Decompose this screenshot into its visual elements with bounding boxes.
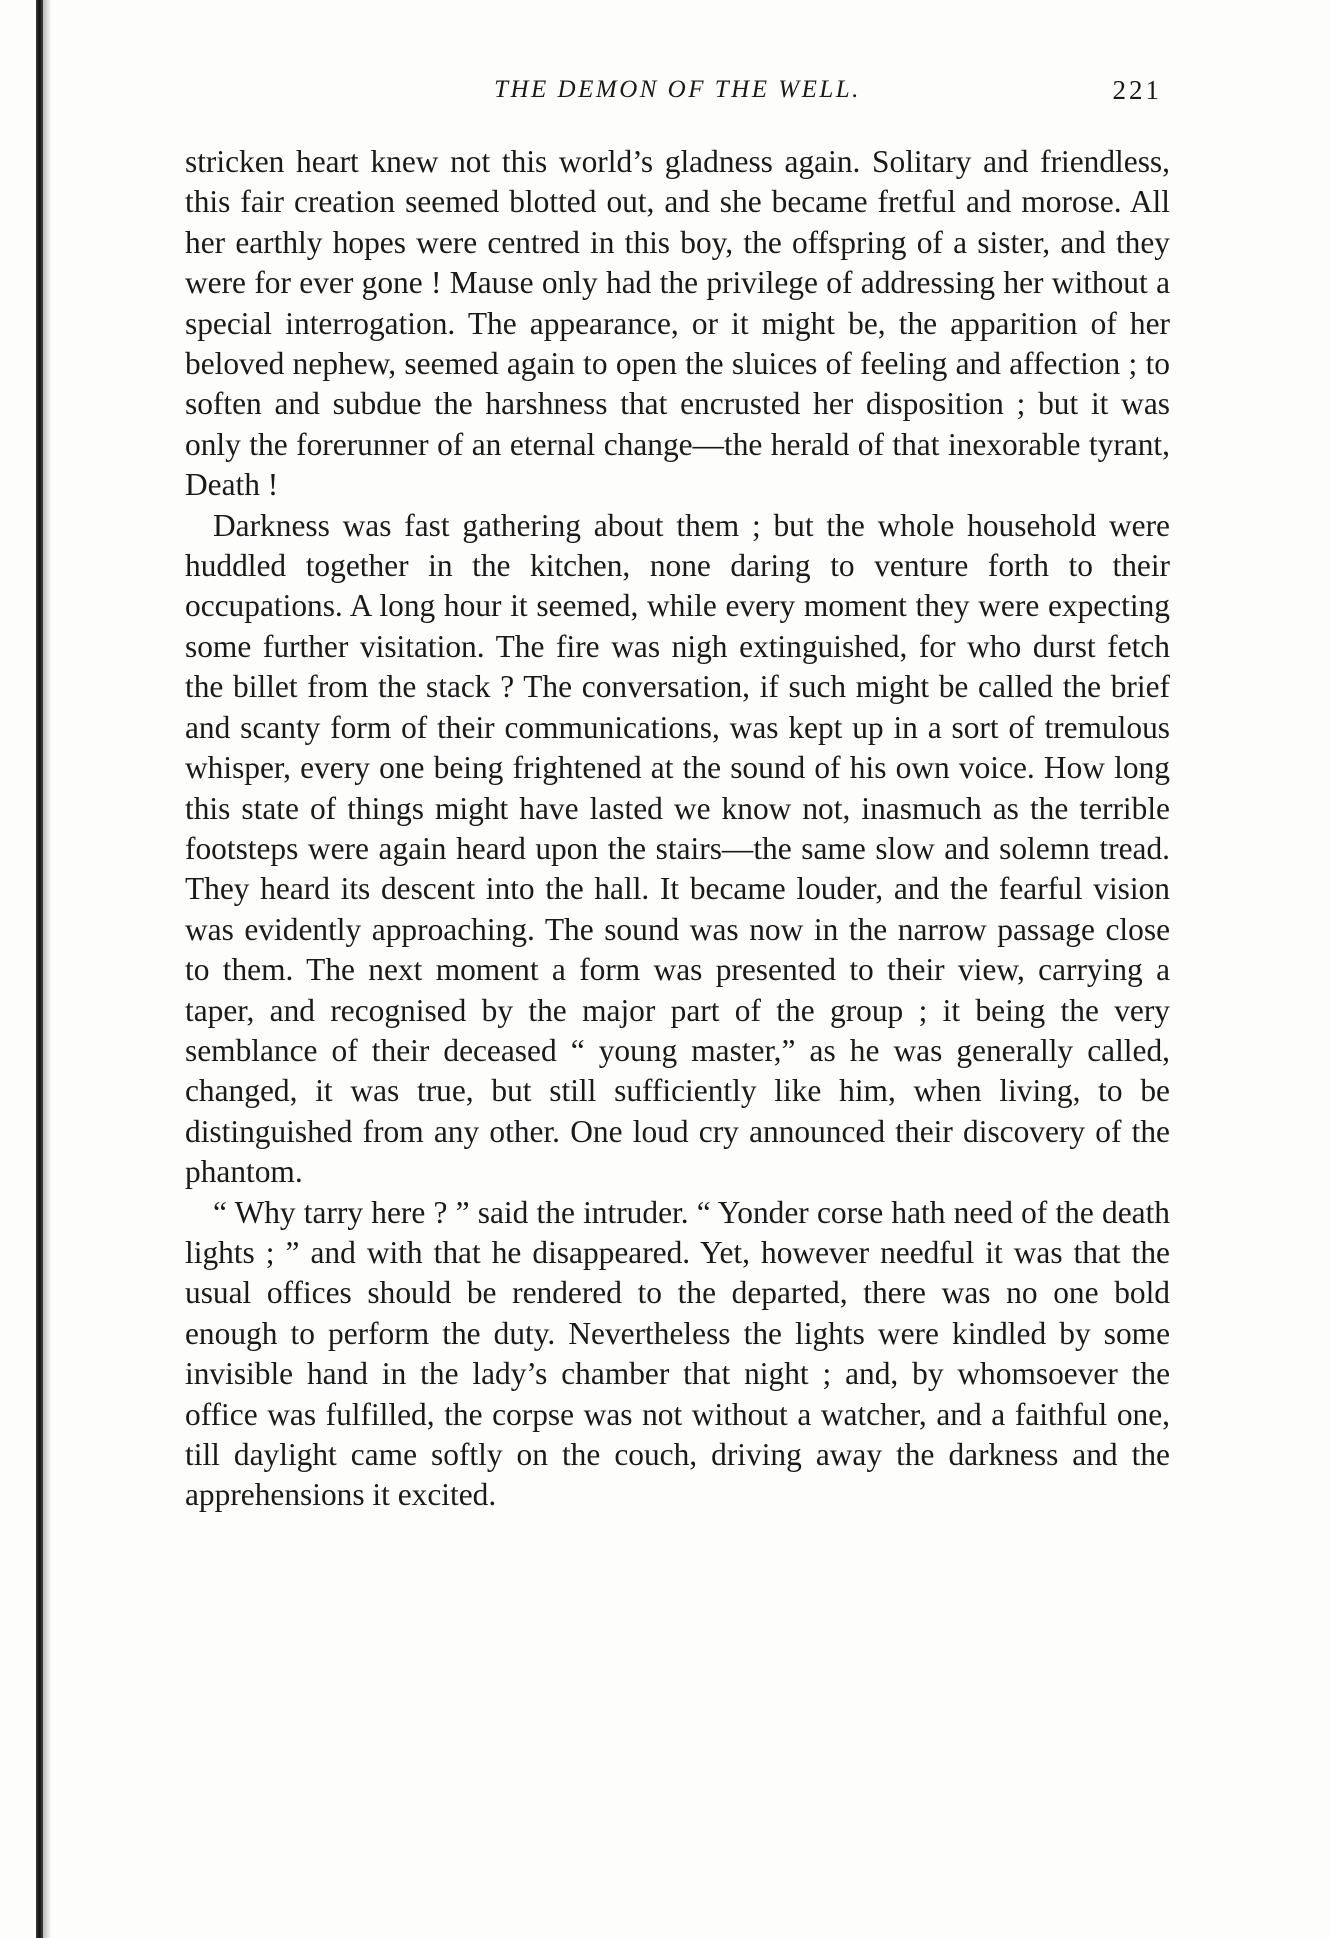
paragraph-1: stricken heart knew not this world’s gladness again. Solitary and friendless, this fair creation seemed blotted out, and she became fretful and morose. All her earthly hopes were centred in this boy, the offspring of a sister, and they were for ever gone ! Mause only had the privilege of addressing her without a special interrogation. The appearance, or it might be, the apparition of her beloved nephew, seemed again to open the sluices of feeling and affection ; to soften and subdue the harshness that encrusted her disposition ; but it was only the forerunner of an eternal change—the herald of that inexorable tyrant, Death ! [185,144,1170,503]
paragraph-3: “ Why tarry here ? ” said the intruder. “ Yonder corse hath need of the death lights ; ” and with that he disappeared. Yet, however needful it was that the usual offices should be rendered to the departed, there was no one bold enough to perform the duty. Nevertheless the lights were kindled by some invisible hand in the lady’s chamber that night ; and, by whomsoever the office was fulfilled, the corpse was not without a watcher, and a faithful one, till daylight came softly on the couch, driving away the darkness and the apprehensions it excited. [185,1194,1170,1513]
binding-shadow [43,0,51,1938]
page-binding-edge [36,0,43,1938]
paragraph-2: Darkness was fast gathering about them ; but the whole household were huddled together in the kitchen, none daring to venture forth to their occupations. A long hour it seemed, while every moment they were expecting some further visitation. The fire was nigh extinguished, for who durst fetch the billet from the stack ? The conversation, if such might be called the brief and scanty form of their communications, was kept up in a sort of tremulous whisper, every one being frightened at the sound of his own voice. How long this state of things might have lasted we know not, inasmuch as the terrible footsteps were again heard upon the stairs—the same slow and solemn tread. They heard its descent into the hall. It became louder, and the fearful vision was evidently approaching. The sound was now in the narrow passage close to them. The next moment a form was presented to their view, carrying a taper, and recognised by the major part of the group ; it being the very semblance of their deceased “ young master,” as he was generally called, changed, it was true, but still sufficiently like him, when living, to be distinguished from any other. One loud cry announced their discovery of the phantom. [185,507,1170,1190]
page-number: 221 [1112,75,1162,105]
page-header [185,70,1170,110]
running-title: THE DEMON OF THE WELL. [494,76,861,103]
body-text [185,142,1170,1516]
